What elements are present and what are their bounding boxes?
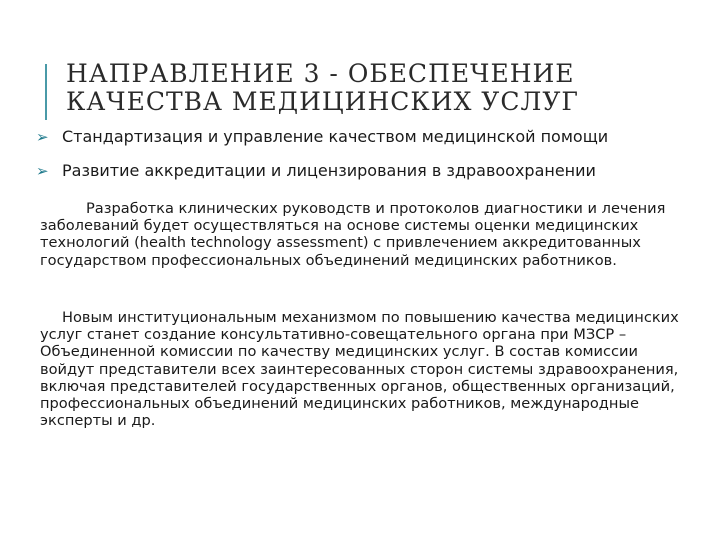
bullet-item bbox=[36, 127, 696, 147]
bullet-list bbox=[36, 127, 696, 195]
title-line-2: КАЧЕСТВА МЕДИЦИНСКИХ УСЛУГ bbox=[66, 87, 579, 116]
bullet-text: Стандартизация и управление качеством медицинской помощи bbox=[62, 127, 609, 146]
paragraph-guidelines: Разработка клинических руководств и протоколов диагностики и лечения заболеваний будет осуществляться на основе системы оценки медицинских технологий (health technology assessment) с привлечением аккредитованных государством профессиональных объединений медицинских работников. bbox=[40, 200, 666, 269]
slide-title bbox=[66, 60, 666, 116]
arrow-bullet-icon: ➢ bbox=[36, 162, 49, 180]
bullet-item bbox=[36, 161, 696, 181]
bullet-text: Развитие аккредитации и лицензирования в здравоохранении bbox=[62, 161, 596, 180]
paragraph-commission: Новым институциональным механизмом по повышению качества медицинских услуг станет создание консультативно-совещательного органа при МЗСР – Объединенной комиссии по качеству медицинских услуг. В состав комиссии войдут представители всех заинтересованных сторон системы здравоохранения, включая представителей государственных органов, общественных организаций, профессиональных объединений медицинских работников, международные эксперты и др. bbox=[40, 309, 679, 430]
title-accent-bar bbox=[45, 64, 47, 120]
arrow-bullet-icon: ➢ bbox=[36, 128, 49, 146]
title-line-1: НАПРАВЛЕНИЕ 3 - ОБЕСПЕЧЕНИЕ bbox=[66, 59, 575, 88]
